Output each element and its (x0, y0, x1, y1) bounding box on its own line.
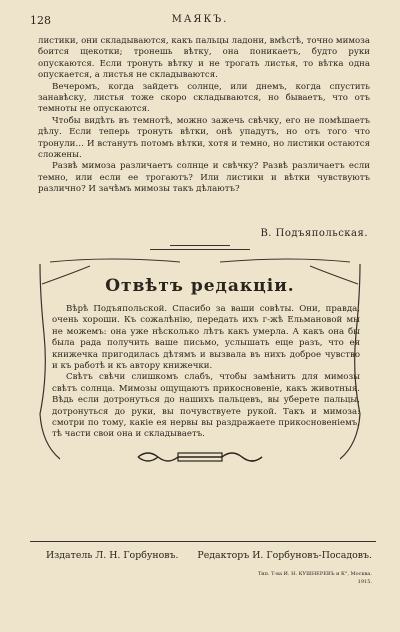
reply-heading: Отвѣтъ редакціи. (105, 276, 295, 296)
print-year: 1915. (357, 579, 372, 585)
reply-paragraph: Свѣтъ свѣчи слишкомъ слабъ, чтобы замѣнить для мимозы свѣтъ солнца. Мимозы ощущаютъ прикосновеніе, какъ животныя. Вѣдь если дотронуться до нашихъ пальцевъ, вы уберете пальцы, дотронуться до руки, вы почувствуете рукой. Такъ и мимоза: смотри по тому, какіе ея нервы вы раздражаете прикосновеніемъ, тѣ части свои она и складываетъ. (52, 372, 360, 440)
letter-paragraph: листики, они складываются, какъ пальцы ладони, вмѣстѣ, точно мимоза боится щекотки; тронешь вѣтку, она поникаетъ, будто руки опускаются. Если тронуть вѣтку и не трогать листья, то вѣтка одна опускается, а листья не складываются. (38, 36, 370, 81)
footer-rule (30, 541, 376, 542)
letter-paragraph: Развѣ мимоза различаетъ солнце и свѣчку? Развѣ различаетъ если темно, или если ее трогаютъ? Или листики и вѣтки чувствуютъ различно? И зачѣмъ мимозы такъ дѣлаютъ? (38, 161, 370, 195)
printer-imprint (258, 570, 372, 586)
reply-paragraph: Вѣрѣ Подъяпольской. Спасибо за ваши совѣты. Они, правда, очень хороши. Къ сожалѣнію, передать ихъ г-жѣ Ельмановой мы не можемъ: она уже нѣсколько лѣтъ какъ умерла. А какъ она бы была рада получить ваше письмо, услышать еще разъ, что ея книжечка пригодилась дѣтямъ и вызвала въ нихъ доброе чувство и къ работѣ и къ автору книжечки. (52, 304, 360, 372)
editor: Редакторъ И. Горбуновъ-Посадовъ. (197, 550, 372, 561)
printer-name: Тип. Т-ва И. Н. КУШНЕРЕВЪ и К°, Москва. (257, 571, 372, 577)
separator-rule (170, 245, 230, 246)
publisher: Издатель Л. Н. Горбуновъ. (46, 550, 179, 561)
separator-rule (150, 249, 250, 250)
letter-paragraph: Вечеромъ, когда зайдетъ солнце, или днемъ, когда спустить занавѣску, листья тоже скоро складываются, но бываетъ, что отъ темноты не опускаются. (38, 81, 370, 115)
reply-body (52, 304, 360, 441)
letter-body (38, 36, 370, 196)
page-number: 128 (30, 14, 51, 27)
running-title: МАЯКЪ. (171, 14, 229, 25)
letter-signature: В. Подъяпольская. (260, 228, 368, 239)
letter-paragraph: Чтобы видѣть въ темнотѣ, можно зажечь свѣчку, его не помѣшаетъ дѣлу. Если теперь тронуть вѣтки, онѣ упадутъ, но отъ того что тронули… И встанутъ потомъ вѣтки, хотя и темно, но листики остаются сложены. (38, 115, 370, 161)
ornament-icon (134, 448, 266, 466)
